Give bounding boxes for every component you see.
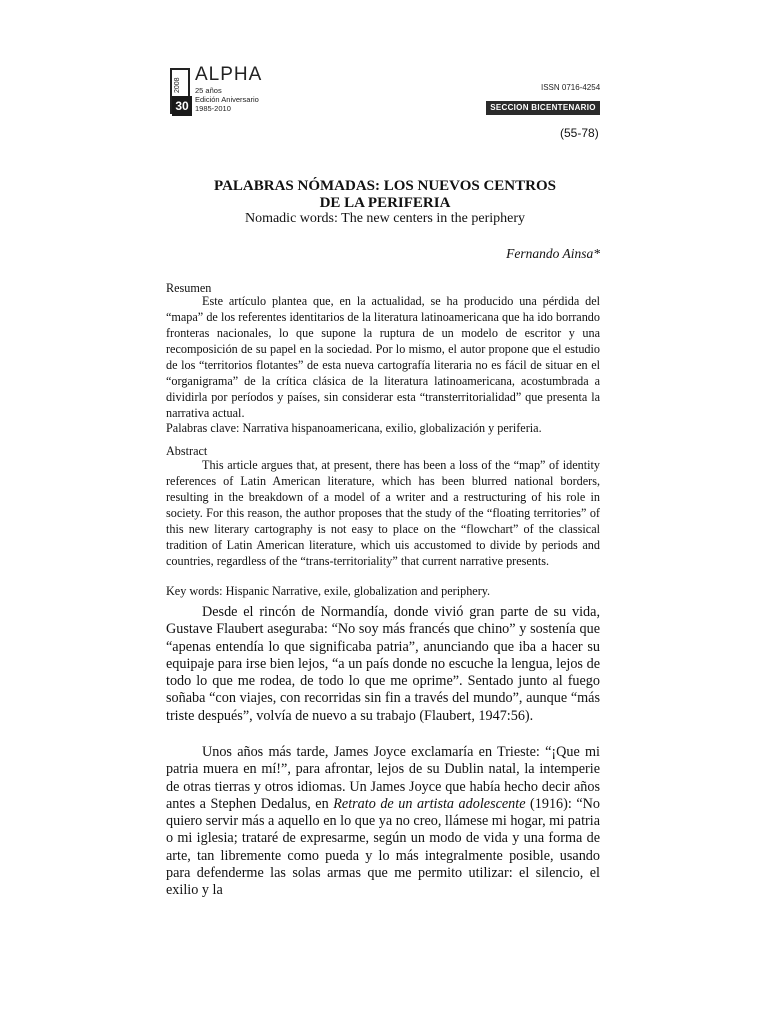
section-banner: SECCION BICENTENARIO — [486, 101, 600, 115]
logo-subtitle-line: Edición Aniversario — [195, 95, 259, 104]
keywords-spanish: Palabras clave: Narrativa hispanoamericana, exilio, globalización y periferia. — [166, 421, 542, 435]
resumen-heading: Resumen — [166, 281, 212, 295]
body-section — [166, 744, 600, 900]
resumen-paragraph: Este artículo plantea que, en la actualidad, se ha producido una pérdida del “mapa” de los referentes identitarios de la literatura latinoamericana que ha ido borrando fronteras nacionales, lo que supone la ruptura de un modelo de escritor y una recomposición de su papel en la sociedad. Por lo mismo, el autor propone que el estudio de los “territorios flotantes” de esta nueva cartografía literaria no es fácil de situar en el “organigrama” de la crítica clásica de la literatura latinoamericana, acostumbrada a dividirla por períodos y países, sin considerar esta “transterritorialidad” que presenta la narrativa actual. — [166, 294, 600, 420]
logo-subtitle-line: 1985-2010 — [195, 104, 231, 113]
paragraph-text: (1916): “No quiero servir más a aquello en lo que ya no creo, llámese mi hogar, mi patria o mi iglesia; trataré de expresarme, según un modo de vida y una forma de arte, tan libremente como pueda y lo más integralmente posible, usando para defenderme las solas armas que me permito utilizar: el silencio, el exilio y la — [166, 795, 600, 899]
page-range: (55-78) — [560, 126, 599, 140]
logo-frame — [170, 68, 190, 114]
journal-name: ALPHA — [195, 64, 263, 85]
abstract-heading: Abstract — [166, 444, 208, 458]
body-paragraph-1: Desde el rincón de Normandía, donde vivió gran parte de su vida, Gustave Flaubert aseguraba: “No soy más francés que chino” y sostenía que “apenas entendía lo que significaba patria”, anunciando que iba a hacer su equipaje para irse bien lejos, “a un país donde no escuche la lengua, lejos de todo lo que me rodea, de todo lo que me oprime”. Sentado junto al fuego soñaba “con viajes, con recorridas sin fin a través del mundo”, aunque “más triste después”, volvía de nuevo a su trabajo (Flaubert, 1947:56). — [166, 604, 600, 724]
issn-label: ISSN 0716-4254 — [541, 83, 601, 92]
article-title — [170, 178, 600, 212]
article-author: Fernando Ainsa* — [506, 246, 600, 261]
resumen-body — [166, 293, 600, 421]
article-subtitle: Nomadic words: The new centers in the periphery — [244, 211, 526, 226]
logo-vertical-text: 2008 — [174, 77, 181, 93]
keywords-english: Key words: Hispanic Narrative, exile, globalization and periphery. — [166, 584, 491, 598]
logo-subtitle-line: 25 años — [195, 86, 222, 95]
logo-number: 30 — [172, 96, 192, 116]
abstract-paragraph: This article argues that, at present, there has been a loss of the “map” of identity references of Latin American literature, which has been blurred national borders, resulting in the breakdown of a model of a writer and a restructuring of his role in society. For this reason, the author proposes that the study of the “floating territories” of this new literary cartography is not easy to place on the “flowchart” of the classical tradition of Latin American literature, which uis accustomed to divide by periods and countries, regardless of the “trans-territoriality” that current narrative presents. — [166, 458, 600, 568]
book-title: Retrato de un artista adolescente — [333, 795, 526, 812]
article-title-line: DE LA PERIFERIA — [319, 195, 451, 211]
body-section — [166, 604, 600, 725]
body-paragraph-2 — [166, 744, 600, 900]
logo-subtitle — [195, 86, 295, 113]
journal-logo — [170, 64, 280, 114]
paragraph-text: Unos años más tarde, James Joyce exclamaría en Trieste: “¡Que mi patria muera en mí!”, para afrontar, lejos de su Dublin natal, la intemperie de otras tierras y otros idiomas. Un James Joyce que había hecho decir años antes a Stephen Dedalus, en — [166, 744, 600, 812]
abstract-body — [166, 457, 600, 569]
article-title-line: PALABRAS NÓMADAS: LOS NUEVOS CENTROS — [214, 178, 556, 194]
